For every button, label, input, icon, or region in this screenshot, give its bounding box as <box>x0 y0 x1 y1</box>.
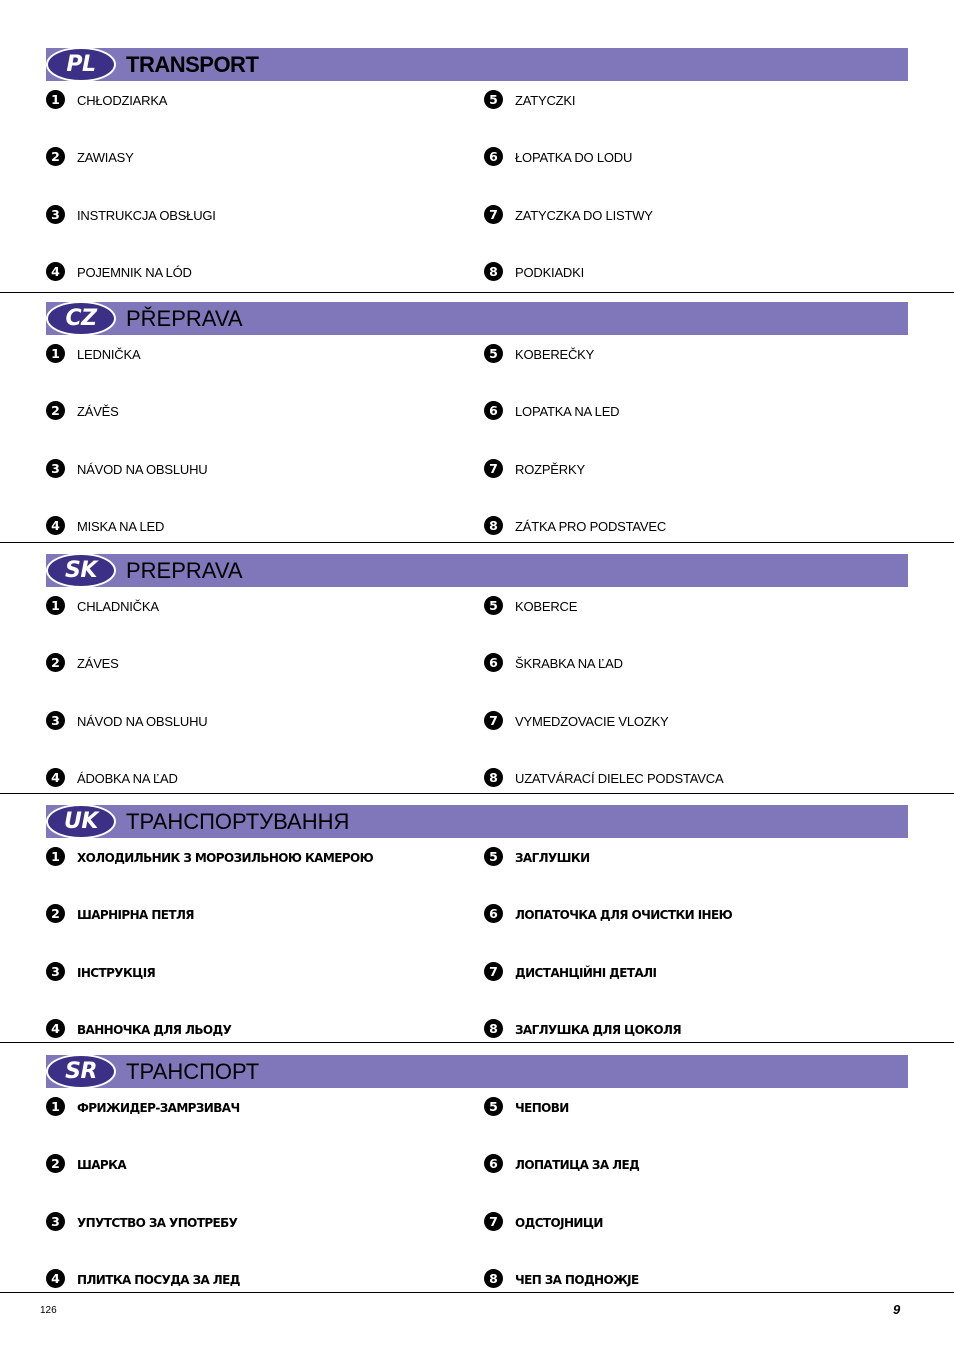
item-label: ШАРНІРНА ПЕТЛЯ <box>77 908 194 922</box>
item-label: ZÁVĚS <box>77 404 119 419</box>
item-label: INSTRUKCJA OBSŁUGI <box>77 208 216 223</box>
item-label: ХОЛОДИЛЬНИК З МОРОЗИЛЬНОЮ КАМЕРОЮ <box>77 851 374 865</box>
item-number-icon: 7 <box>484 205 503 224</box>
item-label: ЛОПАТОЧКА ДЛЯ ОЧИСТКИ ІНЕЮ <box>515 908 733 922</box>
item-label: ЗАГЛУШКИ <box>515 851 590 865</box>
item-number-icon: 7 <box>484 1212 503 1231</box>
item-number-icon: 8 <box>484 516 503 535</box>
item-label: ЧЕП ЗА ПОДНОЖЈЕ <box>515 1273 639 1287</box>
section-divider <box>0 1042 954 1043</box>
item-number-icon: 5 <box>484 90 503 109</box>
item-number-icon: 7 <box>484 711 503 730</box>
section-divider <box>0 1292 954 1293</box>
item-number-icon: 2 <box>46 401 65 420</box>
item-label: ДИСТАНЦІЙНІ ДЕТАЛІ <box>515 966 657 980</box>
item-label: ZÁTKA PRO PODSTAVEC <box>515 519 667 534</box>
language-badge: SR <box>46 1054 116 1089</box>
section-divider <box>0 542 954 543</box>
language-badge: CZ <box>46 301 116 336</box>
item-label: ОДСТОЈНИЦИ <box>515 1216 603 1230</box>
item-number-icon: 7 <box>484 962 503 981</box>
item-number-icon: 7 <box>484 459 503 478</box>
item-label: УПУТСТВО ЗА УПОТРЕБУ <box>77 1216 238 1230</box>
item-number-icon: 2 <box>46 653 65 672</box>
item-label: ROZPĚRKY <box>515 462 585 477</box>
item-number-icon: 8 <box>484 1269 503 1288</box>
item-number-icon: 5 <box>484 596 503 615</box>
item-number-icon: 8 <box>484 262 503 281</box>
item-number-icon: 3 <box>46 459 65 478</box>
item-label: KOBEREČKY <box>515 347 595 362</box>
section-title: PREPRAVA <box>126 558 243 583</box>
language-badge: SK <box>46 553 116 588</box>
item-number-icon: 4 <box>46 1269 65 1288</box>
item-label: ЧЕПОВИ <box>515 1101 569 1115</box>
item-label: ÁDOBKA NA ĽAD <box>77 771 178 786</box>
item-label: ŁOPATKA DO LODU <box>515 150 633 165</box>
item-label: ZÁVES <box>77 656 119 671</box>
item-number-icon: 8 <box>484 768 503 787</box>
item-number-icon: 1 <box>46 1097 65 1116</box>
item-label: ВАННОЧКА ДЛЯ ЛЬОДУ <box>77 1023 232 1037</box>
item-label: CHLADNIČKA <box>77 599 159 614</box>
item-label: PODKIADKI <box>515 265 584 280</box>
footer-page-code: 126 <box>40 1305 57 1316</box>
item-number-icon: 5 <box>484 1097 503 1116</box>
item-number-icon: 1 <box>46 344 65 363</box>
section-title: ТРАНСПОРТУВАННЯ <box>126 809 350 834</box>
item-number-icon: 4 <box>46 768 65 787</box>
section-divider <box>0 793 954 794</box>
item-number-icon: 2 <box>46 904 65 923</box>
item-label: ZAWIASY <box>77 150 134 165</box>
item-number-icon: 5 <box>484 344 503 363</box>
item-number-icon: 2 <box>46 1154 65 1173</box>
item-number-icon: 1 <box>46 90 65 109</box>
item-label: POJEMNIK NA LÓD <box>77 265 192 280</box>
item-label: ZATYCZKA DO LISTWY <box>515 208 653 223</box>
item-label: UZATVÁRACÍ DIELEC PODSTAVCA <box>515 771 724 786</box>
section-title: ТРАНСПОРТ <box>126 1059 260 1084</box>
section-divider <box>0 292 954 293</box>
item-number-icon: 3 <box>46 205 65 224</box>
item-label: ZATYCZKI <box>515 93 576 108</box>
item-number-icon: 6 <box>484 904 503 923</box>
item-number-icon: 4 <box>46 516 65 535</box>
item-number-icon: 8 <box>484 1019 503 1038</box>
item-label: KOBERCE <box>515 599 578 614</box>
item-number-icon: 3 <box>46 1212 65 1231</box>
item-label: NÁVOD NA OBSLUHU <box>77 462 208 477</box>
language-badge: UK <box>46 804 116 839</box>
item-number-icon: 6 <box>484 147 503 166</box>
item-label: ФРИЖИДЕР-ЗАМРЗИВАЧ <box>77 1101 240 1115</box>
item-number-icon: 5 <box>484 847 503 866</box>
language-badge: PL <box>46 47 116 82</box>
item-number-icon: 6 <box>484 653 503 672</box>
item-number-icon: 3 <box>46 711 65 730</box>
item-label: ШАРКА <box>77 1158 127 1172</box>
item-number-icon: 4 <box>46 262 65 281</box>
section-title: PŘEPRAVA <box>126 306 243 331</box>
item-label: ЗАГЛУШКА ДЛЯ ЦОКОЛЯ <box>515 1023 681 1037</box>
item-label: LEDNIČKA <box>77 347 141 362</box>
item-label: MISKA NA LED <box>77 519 165 534</box>
item-number-icon: 4 <box>46 1019 65 1038</box>
item-number-icon: 1 <box>46 847 65 866</box>
item-label: ПЛИТКА ПОСУДА ЗА ЛЕД <box>77 1273 240 1287</box>
item-number-icon: 2 <box>46 147 65 166</box>
item-label: ІНСТРУКЦІЯ <box>77 966 156 980</box>
item-label: CHŁODZIARKA <box>77 93 168 108</box>
item-number-icon: 6 <box>484 1154 503 1173</box>
item-label: LOPATKA NA LED <box>515 404 620 419</box>
item-number-icon: 1 <box>46 596 65 615</box>
footer-page-number: 9 <box>893 1302 901 1317</box>
item-label: NÁVOD NA OBSLUHU <box>77 714 208 729</box>
item-label: ŠKRABKA NA ĽAD <box>515 656 623 671</box>
item-number-icon: 6 <box>484 401 503 420</box>
item-label: ЛОПАТИЦА ЗА ЛЕД <box>515 1158 640 1172</box>
section-title: TRANSPORT <box>126 52 259 77</box>
item-number-icon: 3 <box>46 962 65 981</box>
item-label: VYMEDZOVACIE VLOZKY <box>515 714 669 729</box>
